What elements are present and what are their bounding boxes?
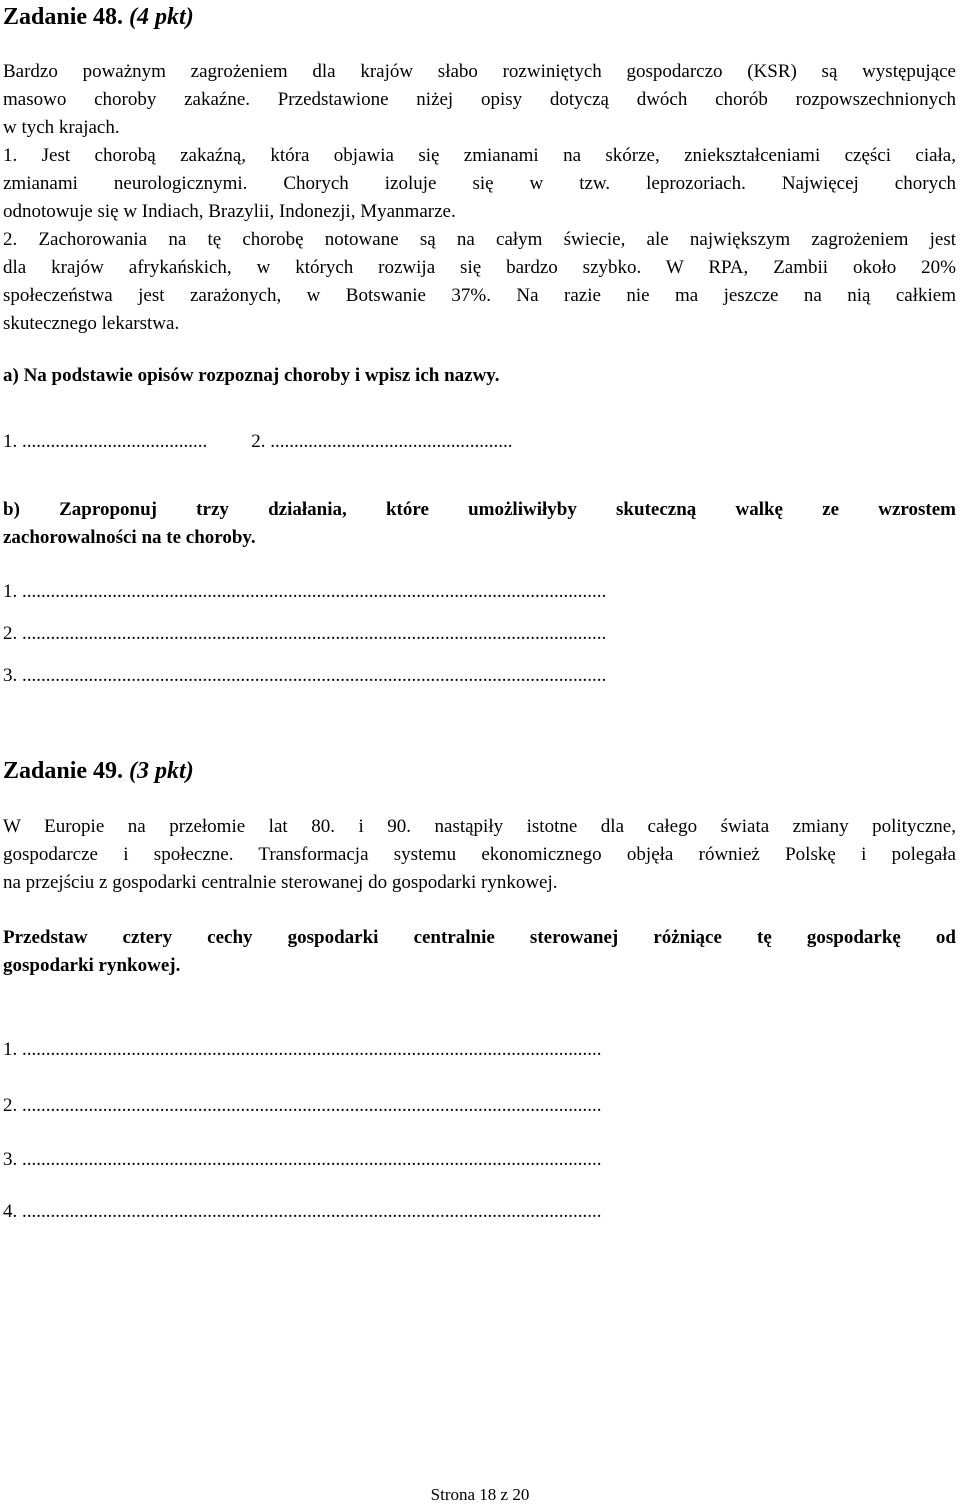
disease1-line2: zmianami neurologicznymi. Chorych izoluje się w tzw. leprozoriach. Najwięcej chorych [3,173,956,194]
task49-question-line1: Przedstaw cztery cechy gospodarki centralnie sterowanej różniące tę gospodarkę od [3,927,956,948]
disease2-line1: 2. Zachorowania na tę chorobę notowane są na całym świecie, ale największym zagrożeniem jest [3,229,956,250]
task48-intro-line2: masowo choroby zakaźne. Przedstawione niżej opisy dotyczą dwóch chorób rozpowszechnionych [3,89,956,110]
disease2-line2: dla krajów afrykańskich, w których rozwija się bardzo szybko. W RPA, Zambii około 20% [3,257,956,278]
answer-a2-field[interactable]: 2. ................................................... [251,431,513,452]
disease2-line3: społeczeństwa jest zarażonych, w Botswanie 37%. Na razie nie ma jeszcze na nią całkiem [3,285,956,306]
answer-b1-field[interactable]: 1. ........................................................................................................................... [3,581,607,602]
task48-intro-line3: w tych krajach. [3,117,120,138]
task49-intro-line3: na przejściu z gospodarki centralnie sterowanej do gospodarki rynkowej. [3,872,558,893]
answer-49-2-field[interactable]: 2. .......................................................................................................................... [3,1095,602,1116]
answer-49-4-field[interactable]: 4. .......................................................................................................................... [3,1201,602,1222]
disease1-line3: odnotowuje się w Indiach, Brazylii, Indonezji, Myanmarze. [3,201,456,222]
task48-heading [3,3,194,31]
page-number: Strona 18 z 20 [430,1485,530,1504]
answer-a1-field[interactable]: 1. ....................................... [3,431,208,452]
task48-intro-line1: Bardzo poważnym zagrożeniem dla krajów słabo rozwiniętych gospodarczo (KSR) są występujące [3,61,956,82]
task49-points: (3 pkt) [129,758,194,784]
disease2-line4: skutecznego lekarstwa. [3,313,180,334]
disease1-line1: 1. Jest chorobą zakaźną, która objawia się zmianami na skórze, zniekształceniami części ciała, [3,145,956,166]
task49-intro-line1: W Europie na przełomie lat 80. i 90. nastąpiły istotne dla całego świata zmiany polityczne, [3,816,956,837]
part-b-instruction-line1: b) Zaproponuj trzy działania, które umożliwiłyby skuteczną walkę ze wzrostem [3,499,956,520]
task49-title: Zadanie 49. [3,758,124,784]
answer-49-1-field[interactable]: 1. .......................................................................................................................... [3,1039,602,1060]
task49-heading [3,757,194,785]
task48-points: (4 pkt) [129,4,194,30]
answer-b3-field[interactable]: 3. ........................................................................................................................... [3,665,607,686]
answer-b2-field[interactable]: 2. ........................................................................................................................... [3,623,607,644]
answer-49-3-field[interactable]: 3. .......................................................................................................................... [3,1149,602,1170]
part-b-instruction-line2: zachorowalności na te choroby. [3,527,256,548]
task48-title: Zadanie 48. [3,4,124,30]
part-a-answers [3,428,513,456]
part-a-instruction: a) Na podstawie opisów rozpoznaj choroby i wpisz ich nazwy. [3,365,500,386]
task49-question-line2: gospodarki rynkowej. [3,955,181,976]
task49-intro-line2: gospodarcze i społeczne. Transformacja systemu ekonomicznego objęła również Polskę i polegała [3,844,956,865]
